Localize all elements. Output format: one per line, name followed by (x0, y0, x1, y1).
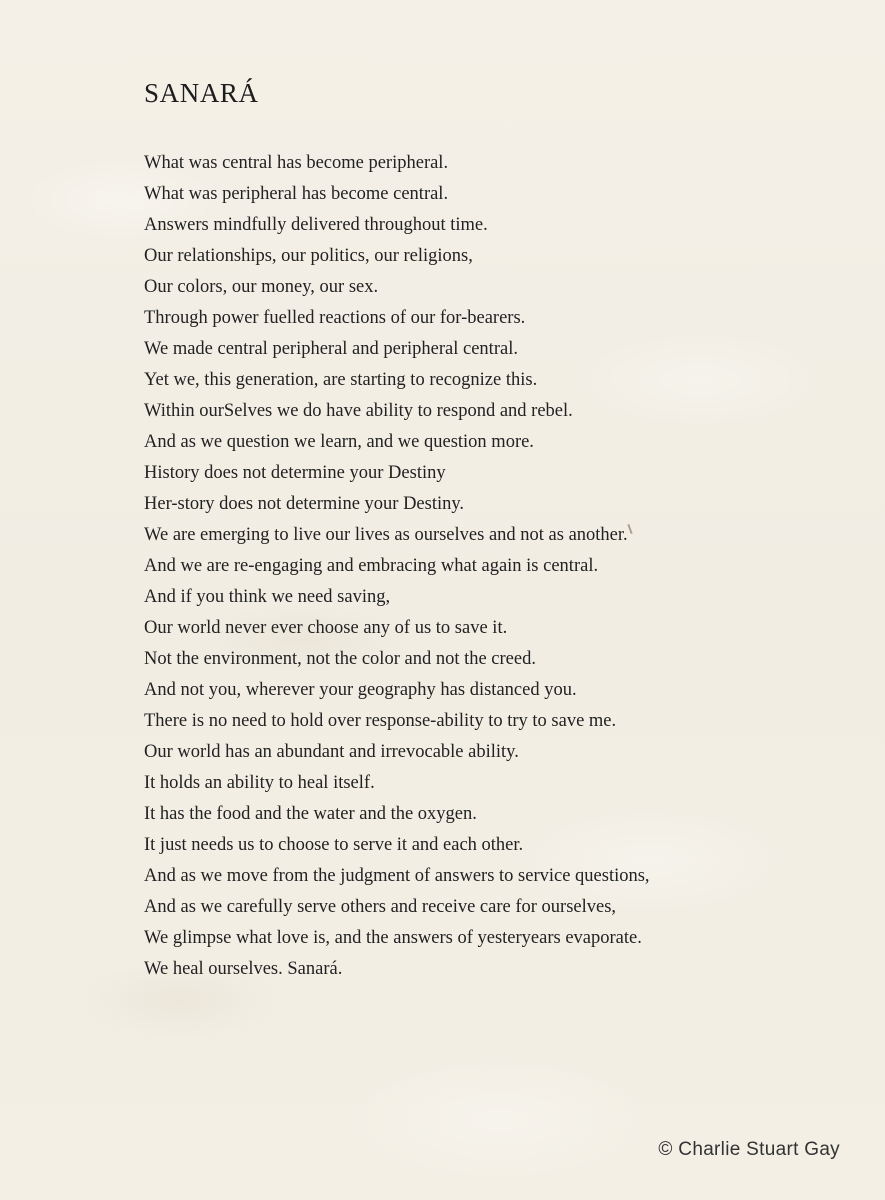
poem-line: And as we move from the judgment of answers to service questions, (144, 866, 650, 886)
poem-line: Our world never ever choose any of us to save it. (144, 618, 508, 638)
poem-line: It has the food and the water and the oxygen. (144, 804, 477, 824)
copyright-notice: © Charlie Stuart Gay (658, 1139, 840, 1160)
poem-line: Not the environment, not the color and not the creed. (144, 649, 536, 669)
poem-line: There is no need to hold over response-ability to try to save me. (144, 711, 617, 731)
poem-line: Within ourSelves we do have ability to respond and rebel. (144, 401, 573, 421)
poem-line: We are emerging to live our lives as ourselves and not as another. (144, 525, 628, 545)
poem-line: History does not determine your Destiny (144, 463, 446, 483)
poem-line: Through power fuelled reactions of our for-bearers. (144, 308, 526, 328)
poem-line: It holds an ability to heal itself. (144, 773, 375, 793)
poem-line: And as we question we learn, and we question more. (144, 432, 534, 452)
poem-line: Her-story does not determine your Destiny. (144, 494, 465, 514)
poem-line: Yet we, this generation, are starting to recognize this. (144, 370, 538, 390)
poem-line: It just needs us to choose to serve it and each other. (144, 835, 524, 855)
poem-body (144, 148, 650, 985)
poem-line: And if you think we need saving, (144, 587, 391, 607)
poem-line: Our world has an abundant and irrevocable ability. (144, 742, 519, 762)
poem-line: What was central has become peripheral. (144, 153, 449, 173)
poem-line: We heal ourselves. Sanará. (144, 959, 343, 979)
poem-line: Our colors, our money, our sex. (144, 277, 379, 297)
poem-line: We glimpse what love is, and the answers of yesteryears evaporate. (144, 928, 642, 948)
poem-line: And as we carefully serve others and receive care for ourselves, (144, 897, 617, 917)
poem-title: SANARÁ (144, 78, 259, 108)
poem-line: Our relationships, our politics, our religions, (144, 246, 473, 266)
poem-line: And we are re-engaging and embracing what again is central. (144, 556, 599, 576)
poem-line: And not you, wherever your geography has distanced you. (144, 680, 577, 700)
poem-line: We made central peripheral and peripheral central. (144, 339, 518, 359)
poem-line: What was peripheral has become central. (144, 184, 449, 204)
poem-line: Answers mindfully delivered throughout time. (144, 215, 488, 235)
